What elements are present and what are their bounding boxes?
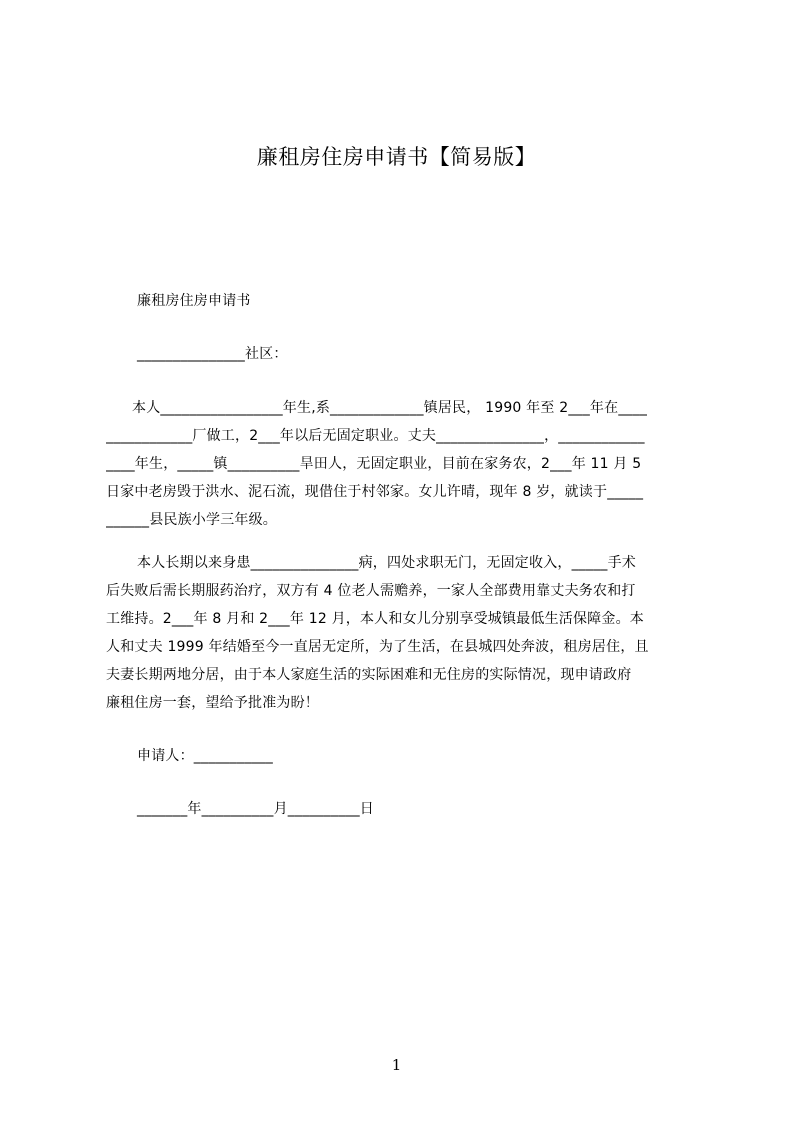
paragraph-line: 夫妻长期两地分居，由于本人家庭生活的实际困难和无住房的实际情况，现申请政府: [106, 667, 632, 683]
paragraph-line: 廉租住房一套，望给予批准为盼！: [106, 695, 319, 711]
paragraph-line: ____________厂做工，2___年以后无固定职业。丈夫_______________，____________: [106, 428, 645, 444]
paragraph-line: 工维持。2___年 8 月和 2___年 12 月，本人和女儿分别享受城镇最低生活保障金。本: [106, 611, 644, 627]
paragraph-line: 日家中老房毁于洪水、泥石流，现借住于村邻家。女儿许晴，现年 8 岁，就读于_____: [106, 484, 644, 500]
paragraph-line: 本人_________________年生,系_____________镇居民， 1990 年至 2___年在____: [132, 400, 648, 416]
salutation: _______________社区：: [137, 346, 288, 362]
paragraph-line: ______县民族小学三年级。: [106, 512, 277, 528]
date-line: _______年__________月__________日: [137, 801, 374, 817]
paragraph-line: 人和丈夫 1999 年结婚至今一直居无定所，为了生活，在县城四处奔波，租房居住，且: [106, 639, 649, 655]
page-number: 1: [391, 1056, 402, 1074]
paragraph-line: ____年生，_____镇__________旱田人，无固定职业，目前在家务农，2___年 11 月 5: [106, 456, 642, 472]
paragraph-personal-info: [106, 394, 698, 534]
paragraph-line: 本人长期以来身患_______________病，四处求职无门，无固定收入，_____手术: [137, 555, 636, 571]
paragraph-hardship: [106, 549, 698, 717]
document-title: 廉租房住房申请书【简易版】: [256, 145, 537, 169]
applicant-signature-line: 申请人：___________: [137, 748, 273, 764]
letter-heading: 廉租房住房申请书: [137, 293, 251, 309]
paragraph-line: 后失败后需长期服药治疗，双方有 4 位老人需赡养，一家人全部费用靠丈夫务农和打: [106, 583, 636, 599]
